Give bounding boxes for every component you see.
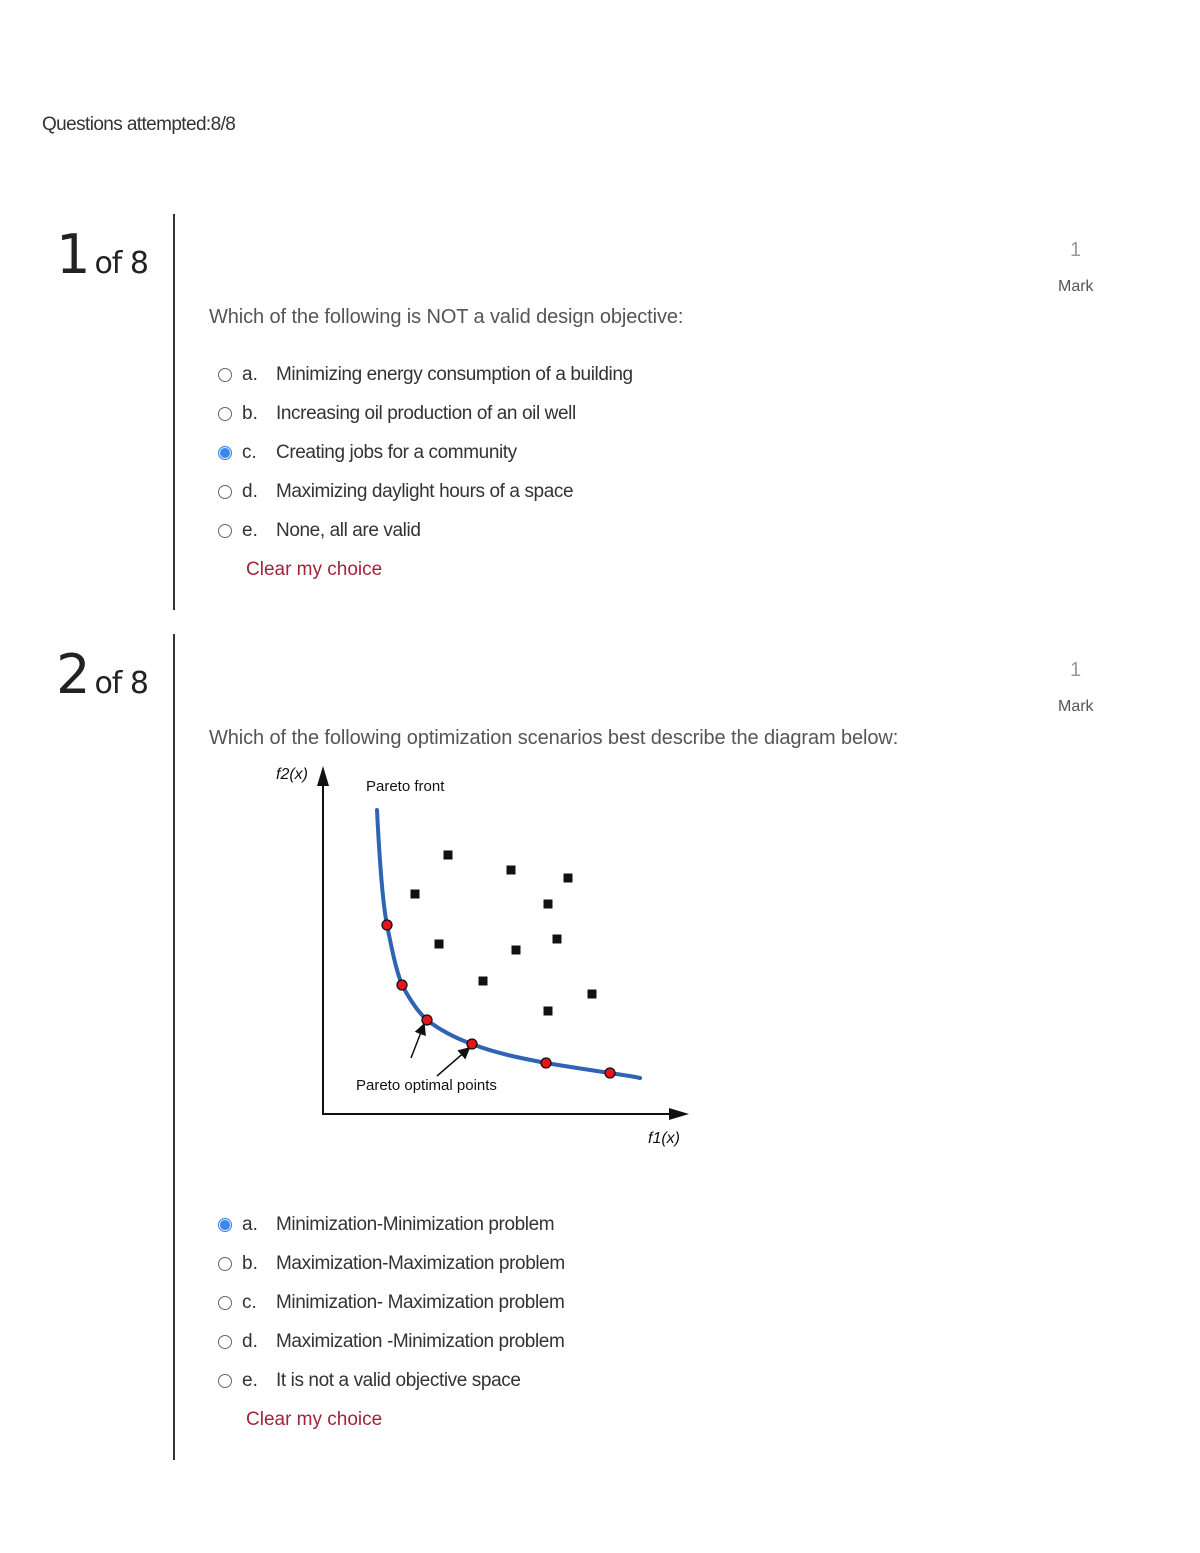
y-axis-arrowhead xyxy=(317,766,329,786)
option-letter: d. xyxy=(242,480,258,502)
x-axis-arrowhead xyxy=(669,1108,689,1120)
question-number-value: 1 xyxy=(56,223,89,286)
option-text: Creating jobs for a community xyxy=(276,441,517,463)
option-letter: e. xyxy=(242,1369,258,1391)
option-e[interactable] xyxy=(218,1361,565,1400)
y-axis-label xyxy=(276,766,308,783)
radio-button[interactable] xyxy=(218,1218,232,1232)
option-text: Increasing oil production of an oil well xyxy=(276,402,576,424)
radio-button[interactable] xyxy=(218,524,232,538)
option-text: None, all are valid xyxy=(276,519,421,541)
option-letter: c. xyxy=(242,441,257,463)
radio-button[interactable] xyxy=(218,1374,232,1388)
option-b[interactable] xyxy=(218,1244,565,1283)
clear-choice-link[interactable]: Clear my choice xyxy=(246,559,383,580)
pareto-optimal-point xyxy=(382,920,392,930)
x-axis-label-text: f1(x) xyxy=(648,1130,680,1147)
option-letter: b. xyxy=(242,1252,258,1274)
option-b[interactable] xyxy=(218,394,633,433)
question-1 xyxy=(0,214,1200,614)
option-c[interactable] xyxy=(218,433,633,472)
option-c[interactable] xyxy=(218,1283,565,1322)
option-text: Minimization-Minimization problem xyxy=(276,1213,555,1235)
pareto-front-label-text: Pareto front xyxy=(366,778,445,795)
option-a[interactable] xyxy=(218,1205,565,1244)
question-divider xyxy=(173,214,175,610)
answer-options xyxy=(218,355,633,550)
question-of-total: of 8 xyxy=(94,246,148,281)
attempted-label: Questions attempted: xyxy=(42,114,211,135)
option-text: Maximizing daylight hours of a space xyxy=(276,480,574,502)
option-text: Maximization-Maximization problem xyxy=(276,1252,565,1274)
pareto-optimal-point xyxy=(605,1068,615,1078)
radio-button[interactable] xyxy=(218,1296,232,1310)
option-d[interactable] xyxy=(218,472,633,511)
question-number xyxy=(56,643,148,706)
dominated-point xyxy=(411,890,420,899)
questions-attempted xyxy=(42,114,235,136)
option-text: Maximization -Minimization problem xyxy=(276,1330,565,1352)
question-of-total: of 8 xyxy=(94,666,148,701)
question-text: Which of the following is NOT a valid design objective: xyxy=(209,306,684,328)
pareto-front-curve xyxy=(377,810,640,1078)
radio-button[interactable] xyxy=(218,368,232,382)
option-text: It is not a valid objective space xyxy=(276,1369,521,1391)
mark-label: Mark xyxy=(1058,698,1094,715)
option-letter: c. xyxy=(242,1291,257,1313)
attempted-value: 8/8 xyxy=(210,114,236,135)
annotation-arrow xyxy=(411,1027,423,1058)
option-letter: d. xyxy=(242,1330,258,1352)
pareto-optimal-point xyxy=(541,1058,551,1068)
pareto-front-label xyxy=(366,778,445,795)
option-letter: b. xyxy=(242,402,258,424)
dominated-point xyxy=(479,977,488,986)
question-text: Which of the following optimization scenarios best describe the diagram below: xyxy=(209,727,899,749)
mark-value: 1 xyxy=(1070,659,1082,681)
pareto-optimal-point xyxy=(422,1015,432,1025)
radio-button[interactable] xyxy=(218,407,232,421)
option-text: Minimizing energy consumption of a building xyxy=(276,363,633,385)
pareto-points-label-text: Pareto optimal points xyxy=(356,1077,497,1094)
pareto-optimal-point xyxy=(467,1039,477,1049)
answer-options xyxy=(218,1205,565,1400)
mark-value: 1 xyxy=(1070,239,1082,261)
option-a[interactable] xyxy=(218,355,633,394)
dominated-point xyxy=(435,940,444,949)
radio-button[interactable] xyxy=(218,446,232,460)
radio-button[interactable] xyxy=(218,485,232,499)
question-divider xyxy=(173,634,175,1460)
pareto-optimal-point xyxy=(397,980,407,990)
dominated-points xyxy=(411,851,597,1016)
radio-button[interactable] xyxy=(218,1335,232,1349)
option-e[interactable] xyxy=(218,511,633,550)
y-axis-label-text: f2(x) xyxy=(276,766,308,783)
dominated-point xyxy=(544,1007,553,1016)
mark-label: Mark xyxy=(1058,278,1094,295)
radio-button[interactable] xyxy=(218,1257,232,1271)
pareto-front-diagram xyxy=(270,757,710,1157)
dominated-point xyxy=(507,866,516,875)
dominated-point xyxy=(444,851,453,860)
dominated-point xyxy=(553,935,562,944)
question-number-value: 2 xyxy=(56,643,89,706)
question-number xyxy=(56,223,148,286)
option-text: Minimization- Maximization problem xyxy=(276,1291,565,1313)
dominated-point xyxy=(564,874,573,883)
x-axis-label xyxy=(648,1130,680,1147)
option-letter: a. xyxy=(242,363,258,385)
clear-choice-link[interactable]: Clear my choice xyxy=(246,1409,383,1430)
annotation-arrow xyxy=(437,1050,467,1076)
dominated-point xyxy=(588,990,597,999)
dominated-point xyxy=(544,900,553,909)
pareto-points-label xyxy=(356,1077,497,1094)
option-letter: e. xyxy=(242,519,258,541)
option-d[interactable] xyxy=(218,1322,565,1361)
dominated-point xyxy=(512,946,521,955)
option-letter: a. xyxy=(242,1213,258,1235)
